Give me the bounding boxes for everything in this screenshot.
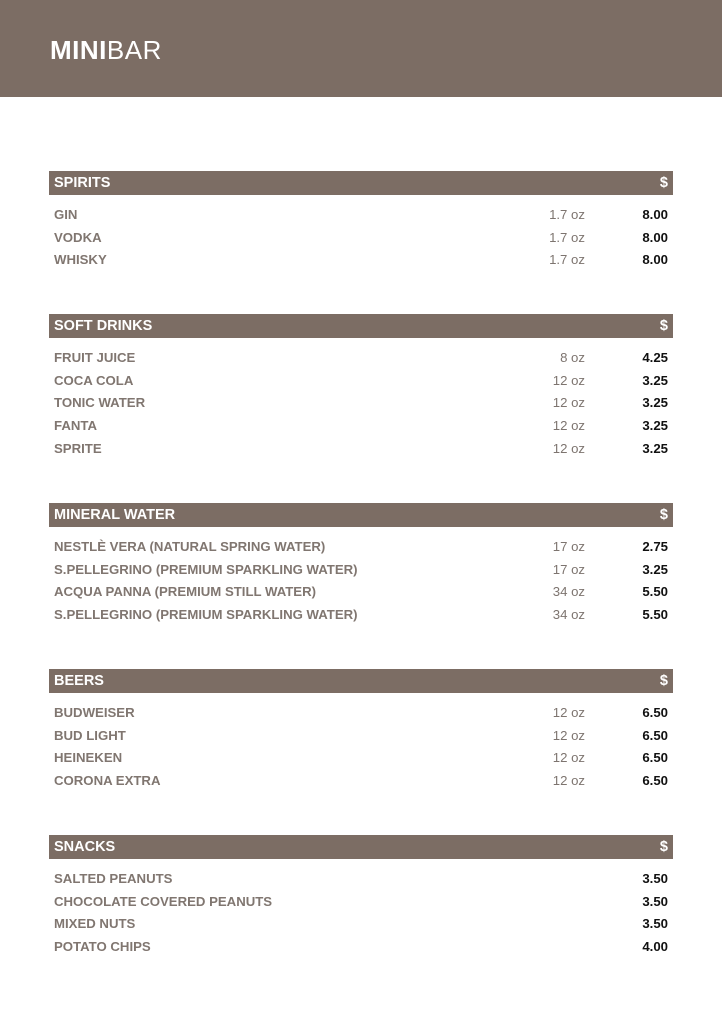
item-size: 12 oz [552,372,585,388]
item-size: 17 oz [552,561,585,577]
item-name: S.PELLEGRINO (PREMIUM SPARKLING WATER) [54,561,358,577]
item-price: 6.50 [642,727,668,743]
item-name: FANTA [54,418,97,434]
item-list [49,702,673,793]
item-price: 6.50 [642,750,668,766]
item-size: 12 oz [552,750,585,766]
menu-item [49,702,673,725]
section-title: SNACKS [54,839,116,855]
item-name: BUD LIGHT [54,727,126,743]
section-snacks [49,835,673,959]
item-price: 8.00 [642,207,668,222]
item-size: 1.7 oz [549,207,585,222]
item-price: 3.50 [642,916,668,932]
menu-item [49,204,673,227]
item-price: 3.50 [642,871,668,886]
section-spirits [49,171,673,272]
currency-label: $ [659,318,668,334]
item-name: POTATO CHIPS [54,939,151,955]
item-size: 12 oz [552,418,585,434]
currency-label: $ [659,507,668,523]
section-title: SPIRITS [54,175,111,191]
item-name: SALTED PEANUTS [54,871,173,886]
section-header [49,669,673,693]
menu-item [49,868,673,891]
menu-item [49,536,673,559]
section-header [49,314,673,338]
menu-item [49,227,673,250]
item-size: 12 oz [552,727,585,743]
menu-item [49,438,673,461]
section-title: MINERAL WATER [54,507,176,523]
item-size: 12 oz [552,705,585,720]
item-size: 12 oz [552,395,585,411]
menu-item [49,936,673,959]
item-name: CHOCOLATE COVERED PEANUTS [54,893,273,909]
currency-label: $ [659,839,668,855]
page-title-bold: MINI [50,35,107,65]
item-size: 8 oz [560,350,585,365]
item-list [49,347,673,460]
item-price: 6.50 [642,773,668,789]
item-size: 34 oz [552,607,585,623]
menu-item [49,913,673,936]
item-list [49,204,673,272]
item-price: 3.25 [642,418,668,434]
item-price: 3.25 [642,561,668,577]
currency-label: $ [659,175,668,191]
item-price: 8.00 [642,252,668,268]
item-size: 17 oz [552,539,585,554]
section-title: BEERS [54,673,104,689]
item-list [49,868,673,959]
item-list [49,536,673,627]
menu-item [49,747,673,770]
menu-item [49,559,673,582]
item-price: 3.25 [642,440,668,456]
menu-item [49,604,673,627]
menu-item [49,347,673,370]
section-header [49,835,673,859]
item-name: CORONA EXTRA [54,773,161,789]
item-name: TONIC WATER [54,395,146,411]
page-title-light: BAR [106,35,162,65]
item-name: MIXED NUTS [54,916,136,932]
menu-item [49,725,673,748]
section-soft-drinks [49,314,673,460]
item-name: FRUIT JUICE [54,350,136,365]
item-name: S.PELLEGRINO (PREMIUM SPARKLING WATER) [54,607,358,623]
menu-item [49,581,673,604]
item-name: SPRITE [54,440,102,456]
section-beers [49,669,673,793]
item-size: 34 oz [552,584,585,600]
item-name: VODKA [54,229,102,245]
section-header [49,503,673,527]
item-size: 12 oz [552,773,585,789]
item-name: COCA COLA [54,372,134,388]
section-header [49,171,673,195]
item-name: BUDWEISER [54,705,135,720]
item-price: 4.25 [642,350,668,365]
item-price: 3.25 [642,395,668,411]
item-name: NESTLÈ VERA (NATURAL SPRING WATER) [54,539,326,554]
item-name: HEINEKEN [54,750,123,766]
item-size: 1.7 oz [549,229,585,245]
item-price: 8.00 [642,229,668,245]
item-name: ACQUA PANNA (PREMIUM STILL WATER) [54,584,317,600]
currency-label: $ [659,673,668,689]
section-mineral-water [49,503,673,627]
item-price: 4.00 [642,939,668,955]
item-price: 5.50 [642,607,668,623]
menu-item [49,370,673,393]
item-size: 1.7 oz [549,252,585,268]
item-size: 12 oz [552,440,585,456]
section-title: SOFT DRINKS [54,318,153,334]
item-price: 3.50 [642,893,668,909]
item-name: GIN [54,207,78,222]
menu-item [49,392,673,415]
menu-item [49,891,673,914]
menu-item [49,770,673,793]
page-title [50,35,162,65]
item-price: 2.75 [642,539,668,554]
item-price: 5.50 [642,584,668,600]
item-name: WHISKY [54,252,107,268]
item-price: 6.50 [642,705,668,720]
menu-item [49,415,673,438]
item-price: 3.25 [642,372,668,388]
menu-item [49,249,673,272]
page-header [0,0,722,97]
